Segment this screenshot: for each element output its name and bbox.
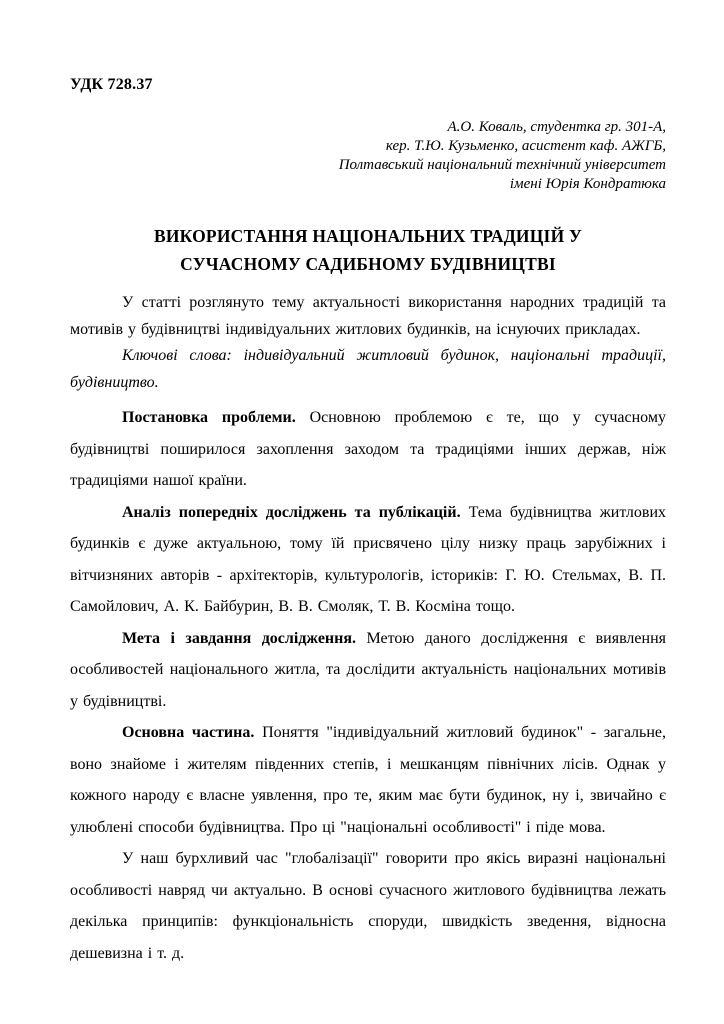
section-lead: Основна частина.	[122, 724, 255, 741]
paragraph-text: Метою даного дослідження є виявлення особливостей національного житла, та дослідити актуальність національних мотивів у будівництві.	[70, 629, 666, 710]
keywords-text: Ключові слова: індивідуальний житловий будинок, національні традиції, будівництво.	[70, 347, 666, 391]
paragraph-prior-research	[70, 497, 666, 623]
paragraph-text: Тема будівництва житлових будинків є дуже актуальною, тому їй присвячено цілу низку праць зарубіжних і вітчизняних авторів - архітекторів, культурологів, істориків: Г. Ю. Стельмах, В. П. Самойлович, А. К. Байбурин, В. В. Смоляк, Т. В. Косміна тощо.	[70, 503, 667, 615]
paragraph-globalization	[70, 843, 666, 969]
author-line: імені Юрія Кондратюка	[509, 176, 666, 192]
author-block	[70, 118, 666, 194]
section-lead: Постановка проблеми.	[122, 409, 296, 426]
paragraph-main-part	[70, 717, 666, 843]
abstract-text: У статті розглянуто тему актуальності використання народних традицій та мотивів у будівництві індивідуальних житлових будинків, на існуючих прикладах.	[70, 294, 666, 338]
paragraph-text: Поняття "індивідуальний житловий будинок" - загальне, воно знайоме і жителям південних степів, і мешканцям північних лісів. Однак у кожного народу є власне уявлення, про те, яким має бути будинок, ну і, звичайно є улюблені способи будівництва. Про ці "національні особливості" і піде мова.	[70, 724, 667, 836]
author-line: А.О. Коваль, студентка гр. 301-А,	[447, 119, 666, 135]
section-lead: Аналіз попередніх досліджень та публікацій.	[122, 503, 461, 521]
abstract-paragraph	[70, 290, 666, 343]
author-line: Полтавський національний технічний університет	[338, 157, 666, 173]
udc-code: УДК 728.37	[70, 76, 153, 93]
paper-title	[70, 222, 666, 278]
paragraph-problem-statement	[70, 402, 666, 497]
paper-title-line: СУЧАСНОМУ САДИБНОМУ БУДІВНИЦТВІ	[180, 254, 556, 274]
keywords-paragraph	[70, 343, 666, 396]
paragraph-goal	[70, 623, 666, 718]
paper-title-line: ВИКОРИСТАННЯ НАЦІОНАЛЬНИХ ТРАДИЦІЙ У	[153, 226, 582, 246]
paragraph-text: Основною проблемою є те, що у сучасному будівництві поширилося захоплення заходом та традиціями інших держав, ніж традиціями нашої країни.	[70, 409, 667, 489]
section-lead: Мета і завдання дослідження.	[122, 629, 357, 647]
paragraph-text: У наш бурхливий час "глобалізації" говорити про якісь виразні національні особливості навряд чи актуально. В основі сучасного житлового будівництва лежать декілька принципів: функціональність споруди, швидкість зведення, відносна дешевизна і т. д.	[70, 850, 666, 962]
author-line: кер. Т.Ю. Кузьменко, асистент каф. АЖГБ,	[385, 138, 666, 154]
